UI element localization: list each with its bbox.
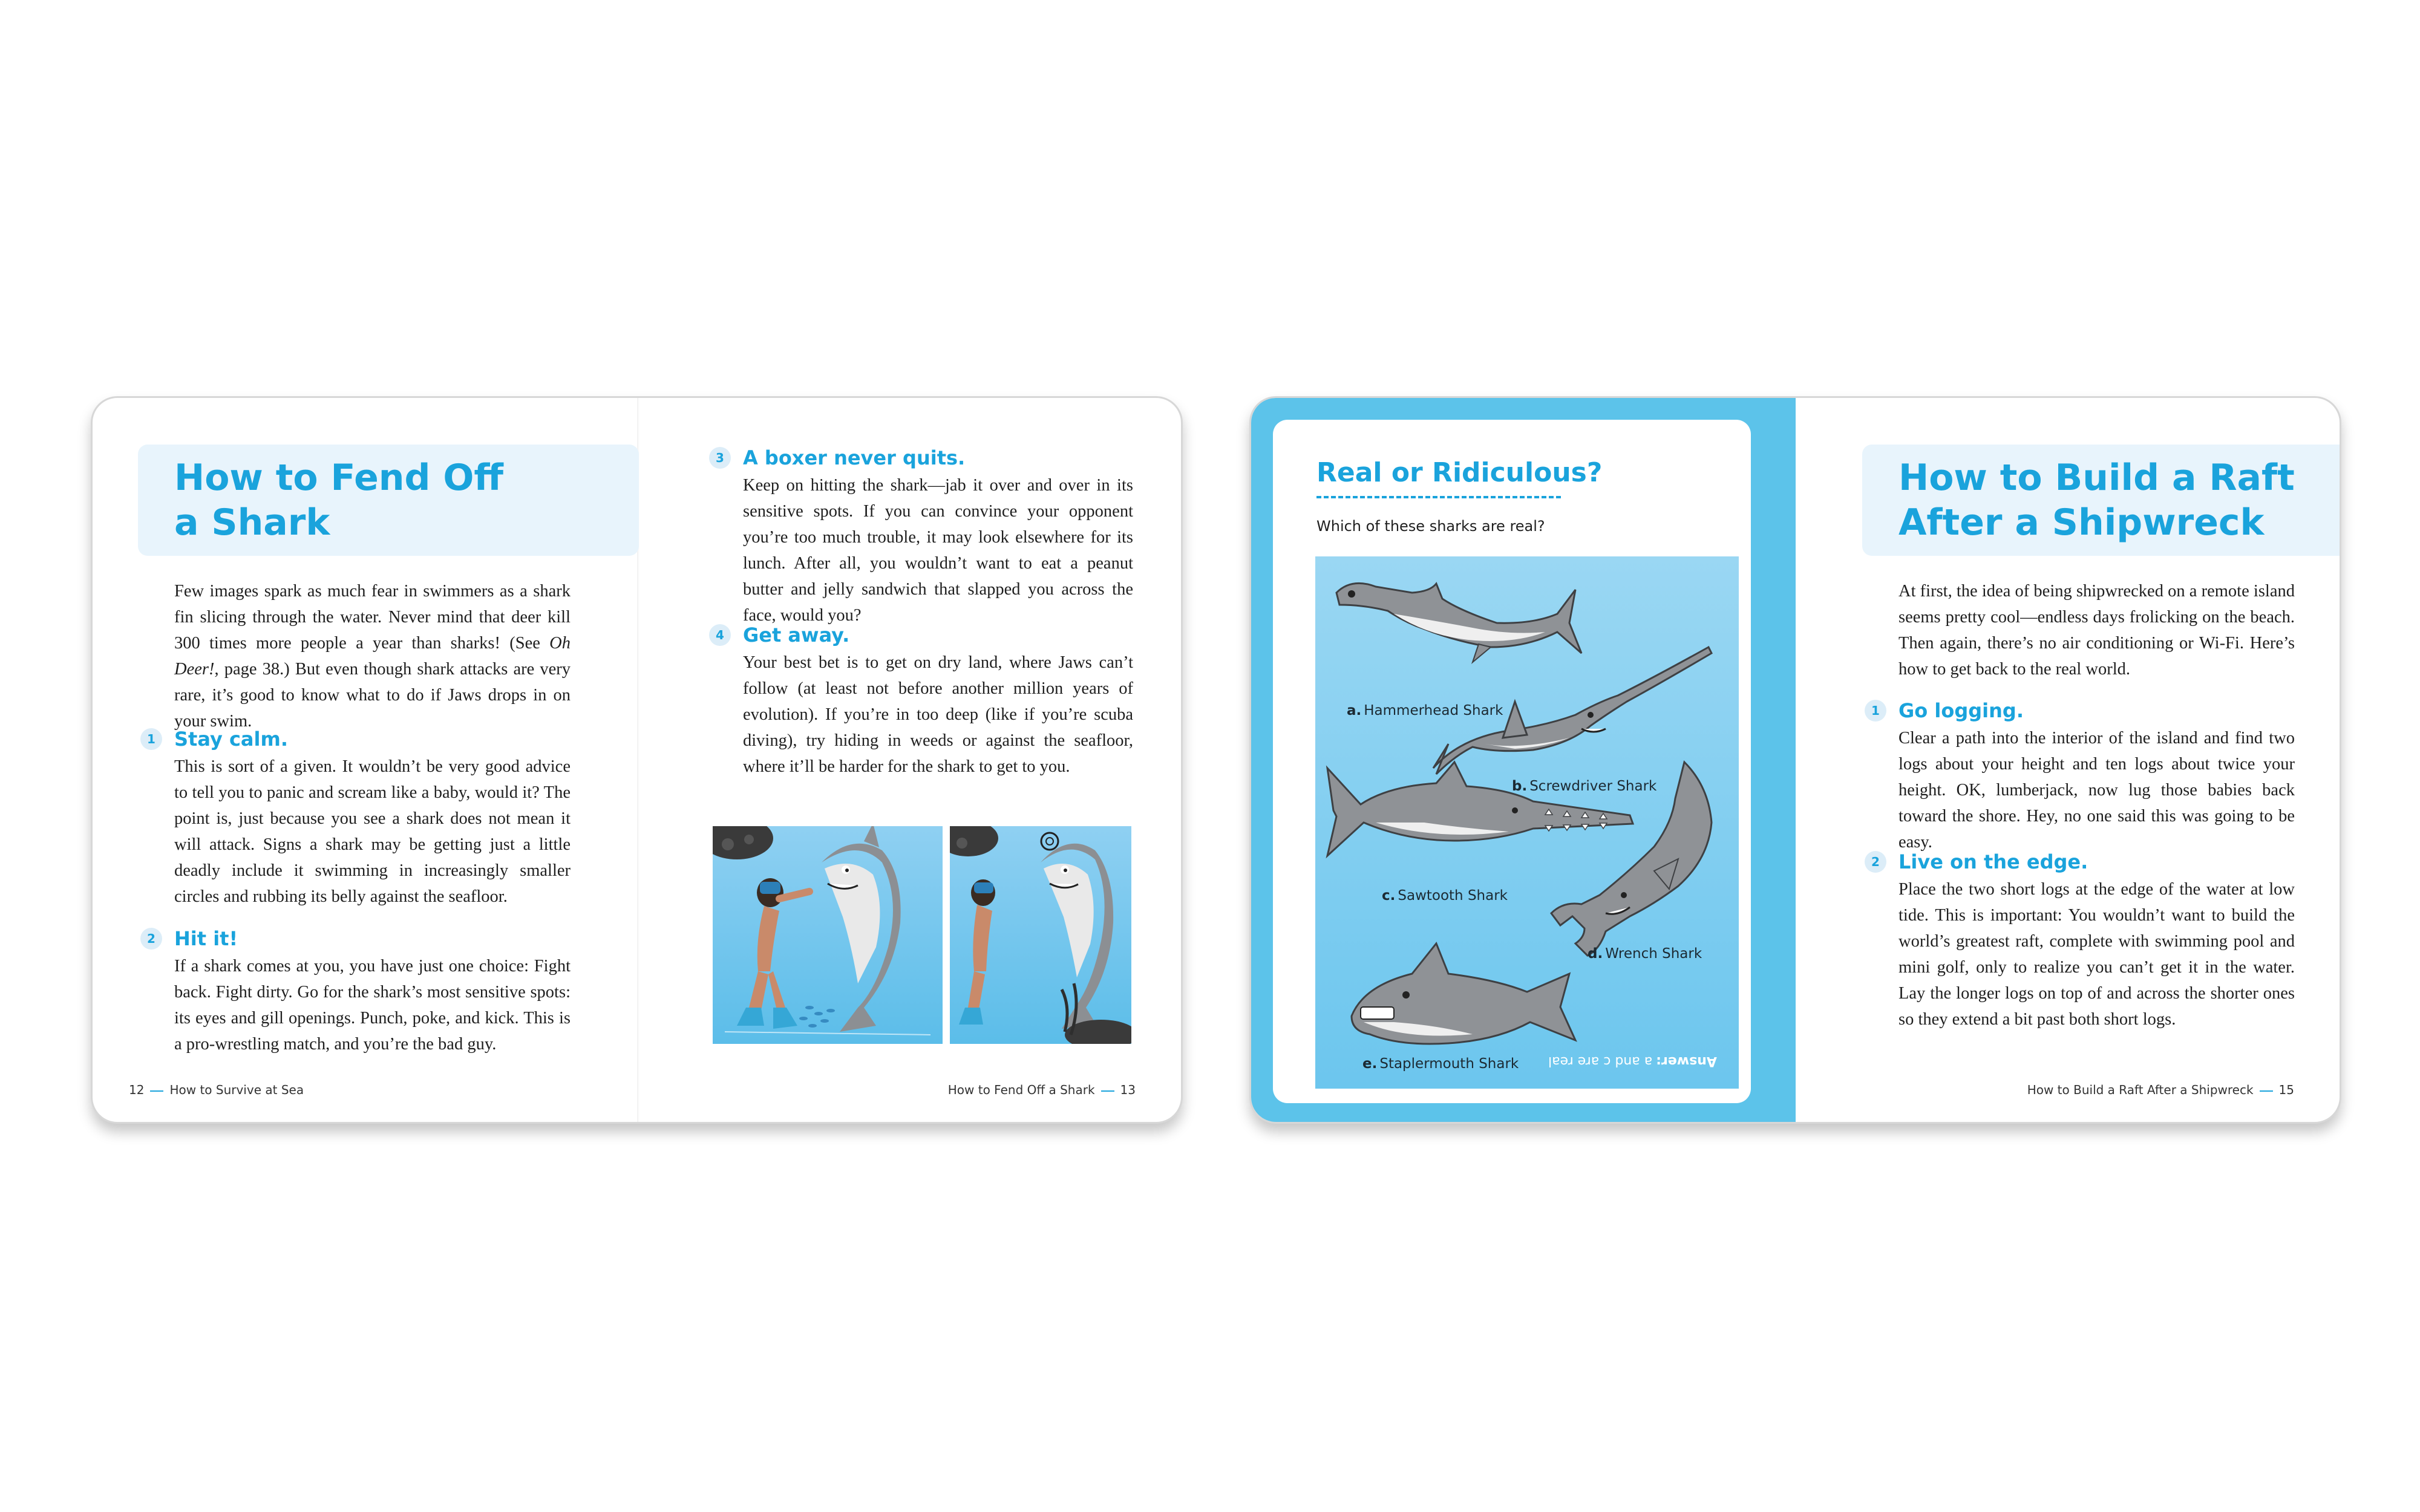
raft-step-1 <box>1871 697 2295 855</box>
sharks-image <box>1315 556 1739 1089</box>
step-heading: Get away. <box>743 624 850 647</box>
quiz-answer-upside-down: Answer:a and c are real <box>1548 1054 1717 1069</box>
step-2 <box>147 925 571 1057</box>
step-body: Place the two short logs at the edge of the water at low tide. This is important: You wouldn’t want to build the world’s greatest raft, complete with swimming pool and mini golf, only to realize you can’t get it in the water. Lay the longer logs on top of and across the shorter ones so they extend a bit past both short logs. <box>1898 880 2295 1029</box>
quiz-title: Real or Ridiculous? <box>1316 457 1603 488</box>
step-heading: Stay calm. <box>174 728 288 751</box>
footer-right <box>948 1083 1136 1097</box>
raft-page-title <box>1862 445 2341 556</box>
quiz-sidebar <box>1251 398 1796 1124</box>
step-heading: Live on the edge. <box>1898 850 2088 873</box>
step-number-badge: 1 <box>140 728 162 750</box>
step-heading: A boxer never quits. <box>743 446 966 469</box>
title-line-2: a Shark <box>174 501 330 544</box>
dizzy-shark-image <box>950 826 1131 1044</box>
step-1 <box>147 726 571 910</box>
step-body: Your best bet is to get on dry land, where Jaws can’t follow (at least not before another million years of evolution). If you’re in too deep (like if you’re scuba diving), try hiding in weeds or against the seafloor, where it’ll be harder for the shark to get to you. <box>743 653 1133 776</box>
comic-panel-punch <box>713 826 943 1044</box>
raft-intro-paragraph: At first, the idea of being shipwrecked on a remote island seems pretty cool—endless days frolicking on the beach. Then again, there’s no air conditioning or Wi-Fi. Here’s how to get back to the real world. <box>1898 582 2295 679</box>
shark-label-a: a. Hammerhead Shark <box>1347 703 1503 719</box>
step-heading: Go logging. <box>1898 699 2024 722</box>
shark-label-c: c. Sawtooth Shark <box>1382 888 1508 904</box>
step-body: This is sort of a given. It wouldn’t be very good advice to tell you to panic and scream like a baby, would it? The point is, just because you see a shark does not mean it will attack. Signs a shark may be getting just a little deadly include it swimming in increasingly smaller circles and rubbing its belly against the seafloor. <box>174 757 571 906</box>
step-number-badge: 3 <box>709 447 731 469</box>
step-number-badge: 1 <box>1865 700 1886 722</box>
step-heading: Hit it! <box>174 927 238 950</box>
page-number: 15 <box>2278 1083 2294 1097</box>
raft-footer <box>2027 1083 2294 1097</box>
step-body: Keep on hitting the shark—jab it over and over in its sensitive spots. If you can convince your opponent you’re too much trouble, it may look elsewhere for its lunch. After all, you wouldn’t want to eat a peanut butter and jelly sandwich that slapped you across the face, would you? <box>743 476 1133 625</box>
step-body: If a shark comes at you, you have just one choice: Fight back. Fight dirty. Go for the shark’s most sensitive spots: its eyes and gill openings. Punch, poke, and kick. This is a pro-wrestling match, and you’re the bad guy. <box>174 957 571 1054</box>
intro-paragraph: Few images spark as much fear in swimmers as a shark fin slicing through the water. Never mind that deer kill 300 times more people a year than sharks! (See Oh Deer!, page 38.) But even though shark attacks are very rare, it’s good to know what to do if Jaws drops in on your swim. <box>174 582 571 731</box>
step-number-badge: 2 <box>140 928 162 950</box>
footer-dash <box>2260 1090 2273 1092</box>
sawtooth-shark-drawing <box>1327 762 1633 856</box>
title-line-1: How to Fend Off <box>174 457 503 499</box>
raft-step-2 <box>1871 849 2295 1032</box>
quiz-card <box>1273 420 1751 1103</box>
running-head: How to Survive at Sea <box>169 1083 304 1097</box>
page-title <box>138 445 639 556</box>
running-head: How to Build a Raft After a Shipwreck <box>2027 1083 2254 1097</box>
page-number: 12 <box>129 1083 145 1097</box>
comic-illustration <box>713 826 1131 1044</box>
staplermouth-shark-drawing <box>1352 943 1575 1044</box>
title-line-2: After a Shipwreck <box>1898 501 2265 544</box>
title-line-1: How to Build a Raft <box>1898 457 2295 499</box>
quiz-question: Which of these sharks are real? <box>1316 518 1545 535</box>
shark-illustration <box>1315 556 1739 1089</box>
running-head: How to Fend Off a Shark <box>947 1083 1095 1097</box>
step-body: Clear a path into the interior of the island and find two logs about your height and ten logs about twice your height. OK, lumberjack, now lug those babies back toward the shore. Hey, no one said this was going to be easy. <box>1898 729 2295 852</box>
footer-dash <box>150 1090 163 1092</box>
footer-left <box>129 1083 304 1097</box>
footer-dash <box>1101 1090 1114 1092</box>
hammerhead-shark-drawing <box>1336 583 1581 662</box>
spread-left <box>91 396 1183 1124</box>
quiz-title-underline <box>1316 496 1561 498</box>
step-3 <box>716 445 1133 628</box>
shark-label-d: d. Wrench Shark <box>1588 946 1702 962</box>
cross-reference: Oh Deer! <box>174 634 571 679</box>
step-number-badge: 4 <box>709 624 731 646</box>
shark-label-b: b. Screwdriver Shark <box>1512 778 1657 794</box>
diver-punching-shark-image <box>713 826 943 1044</box>
comic-panel-dizzy-shark <box>950 826 1131 1044</box>
page-number: 13 <box>1120 1083 1136 1097</box>
step-number-badge: 2 <box>1865 851 1886 873</box>
spread-right <box>1249 396 2341 1124</box>
shark-label-e: e. Staplermouth Shark <box>1362 1056 1519 1072</box>
step-4 <box>716 622 1133 780</box>
